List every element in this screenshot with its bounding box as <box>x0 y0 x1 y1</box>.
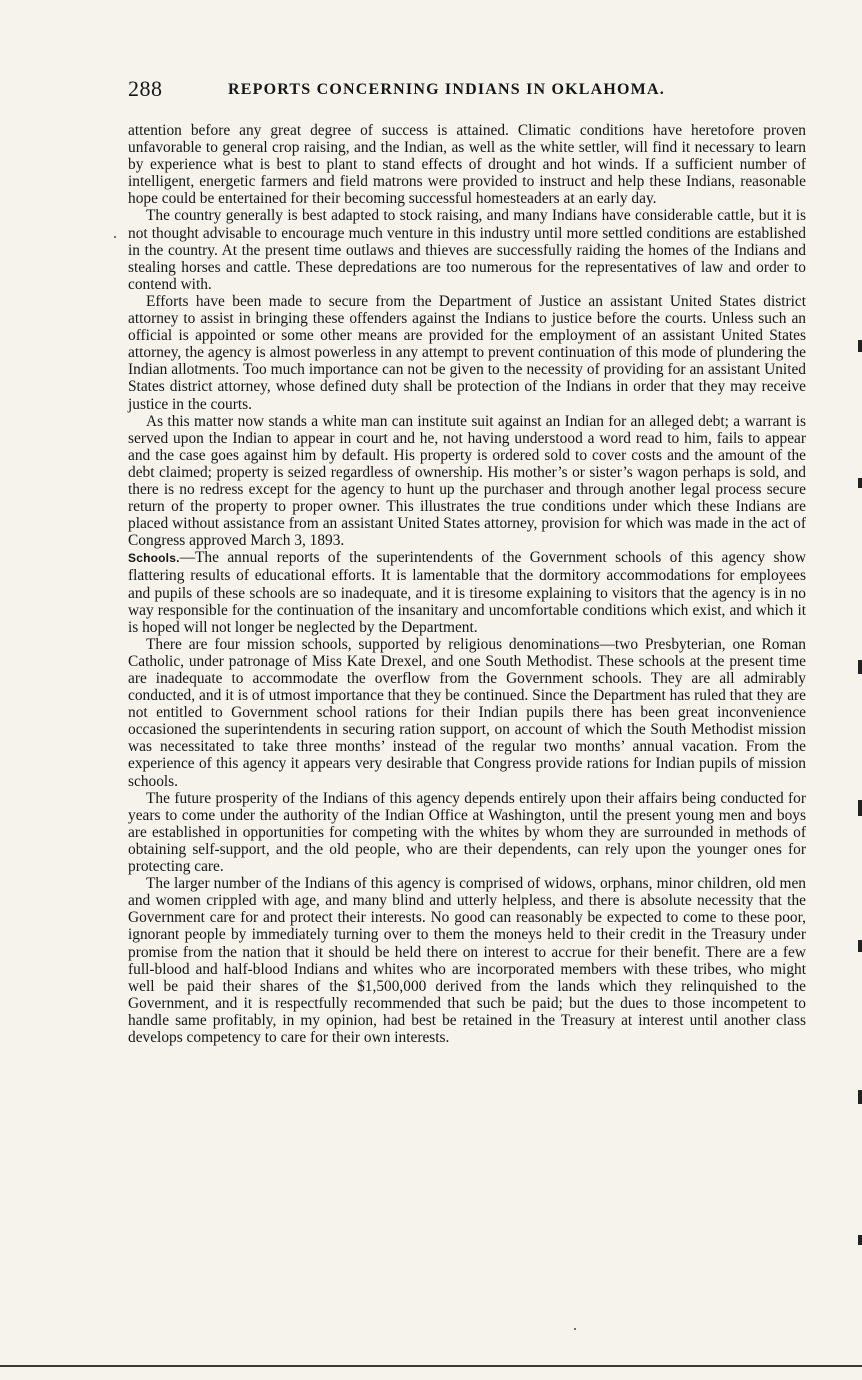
scan-edge-mark <box>858 1235 862 1245</box>
scan-edge-mark <box>858 940 862 952</box>
paragraph-district-attorney: Efforts have been made to secure from the Department of Justice an assistant United States district attorney to assist in bringing these offenders against the Indians to justice before the courts. Unless such an official is appointed or some other means are provided for the employment of an assistant United States attorney, the agency is almost powerless in any attempt to prevent continuation of this mode of plundering the Indian allotments. Too much importance can not be given to the necessity of providing for an assistant United States district attorney, whose defined duty shall be protection of the Indians in order that they may receive justice in the courts. <box>128 292 806 413</box>
section-heading-schools: Schools. <box>128 551 180 566</box>
bottom-scan-edge <box>0 1365 862 1367</box>
page-header <box>128 76 808 106</box>
scan-edge-mark <box>858 340 862 352</box>
paragraph-stock-raising: The country generally is best adapted to stock raising, and many Indians have considerable cattle, but it is not thought advisable to encourage much venture in this industry until more settled conditions are established in the country. At the present time outlaws and thieves are successfully raiding the homes of the Indians and stealing horses and cattle. These depredations are too numerous for the representatives of law and order to contend with. <box>128 207 806 293</box>
scan-speck <box>114 236 116 238</box>
running-head: REPORTS CONCERNING INDIANS IN OKLAHOMA. <box>228 81 665 98</box>
scan-edge-mark <box>858 1090 862 1104</box>
paragraph-mission-schools: There are four mission schools, supported by religious denominations—two Presbyterian, one Roman Catholic, under patronage of Miss Kate Drexel, and one South Methodist. These schools at the present time are inadequate to accommodate the overflow from the Government schools. They are all admirably conducted, and it is of utmost importance that they be continued. Since the Department has ruled that they are not entitled to Government school rations for their Indian pupils there has been great inconvenience occasioned the superintendents in securing ration support, on account of which the South Methodist mission was necessitated to take three months’ instead of the regular two months’ annual vacation. From the experience of this agency it appears very desirable that Congress provide rations for Indian pupils of mission schools. <box>128 635 806 790</box>
scan-edge-mark <box>858 800 862 816</box>
paragraph-crop-raising: attention before any great degree of success is attained. Climatic conditions have heretofore proven unfavorable to general crop raising, and the Indian, as well as the white settler, will find it necessary to learn by experience what is best to plant to stand effects of drought and hot winds. If a sufficient number of intelligent, energetic farmers and field matrons were provided to instruct and help these Indians, reasonable hope could be entertained for their becoming successful homesteaders at an early day. <box>128 122 806 208</box>
paragraph-debt-suits: As this matter now stands a white man can institute suit against an Indian for an alleged debt; a warrant is served upon the Indian to appear in court and he, not having understood a word read to him, fails to appear and the case goes against him by default. His property is ordered sold to cover costs and the amount of the debt claimed; property is seized regardless of ownership. His mother’s or sister’s wagon perhaps is sold, and there is no redress except for the agency to hunt up the purchaser and through another legal process secure return of the property to proper owner. This illustrates the true conditions under which these Indians are placed without assistance from an assistant United States attorney, provision for which was made in the act of Congress approved March 3, 1893. <box>128 412 806 550</box>
paragraph-future-prosperity: The future prosperity of the Indians of this agency depends entirely upon their affairs being conducted for years to come under the authority of the Indian Office at Washington, until the present young men and boys are established in opportunities for competing with the whites by whom they are surrounded in methods of obtaining self-support, and the old people, who are their dependents, can rely upon the younger ones for protecting care. <box>128 789 806 876</box>
page-number: 288 <box>128 76 163 101</box>
scan-edge-mark <box>858 660 862 674</box>
paragraph-schools <box>128 549 806 635</box>
paragraph-schools-text: —The annual reports of the superintendents of the Government schools of this agency show flattering results of educational efforts. It is lamentable that the dormitory accommodations for employees and pupils of these schools are so inadequate, and it is tiresome explaining to visitors that the agency is in no way responsible for the continuation of the insanitary and uncomfortable conditions which exist, and which it is hoped will not longer be neglected by the Department. <box>128 549 806 636</box>
body-text <box>128 122 806 1046</box>
paragraph-treasury-funds: The larger number of the Indians of this agency is comprised of widows, orphans, minor children, old men and women crippled with age, and many blind and utterly helpless, and there is absolute necessity that the Government care for and protect their interests. No good can reasonably be expected to come to these poor, ignorant people by immediately turning over to them the moneys held to their credit in the Treasury under promise from the nation that it should be held there on interest to accrue for their benefit. There are a few full-blood and half-blood Indians and whites who are incorporated members with these tribes, who might well be paid their shares of the $1,500,000 derived from the lands which they relinquished to the Government, and it is respectfully recommended that such be paid; but the dues to those incompetent to handle same profitably, in my opinion, had best be retained in the Treasury at interest until another class develops competency to care for their own interests. <box>128 875 806 1046</box>
scan-edge-mark <box>858 478 862 488</box>
scan-speck <box>574 1328 576 1330</box>
